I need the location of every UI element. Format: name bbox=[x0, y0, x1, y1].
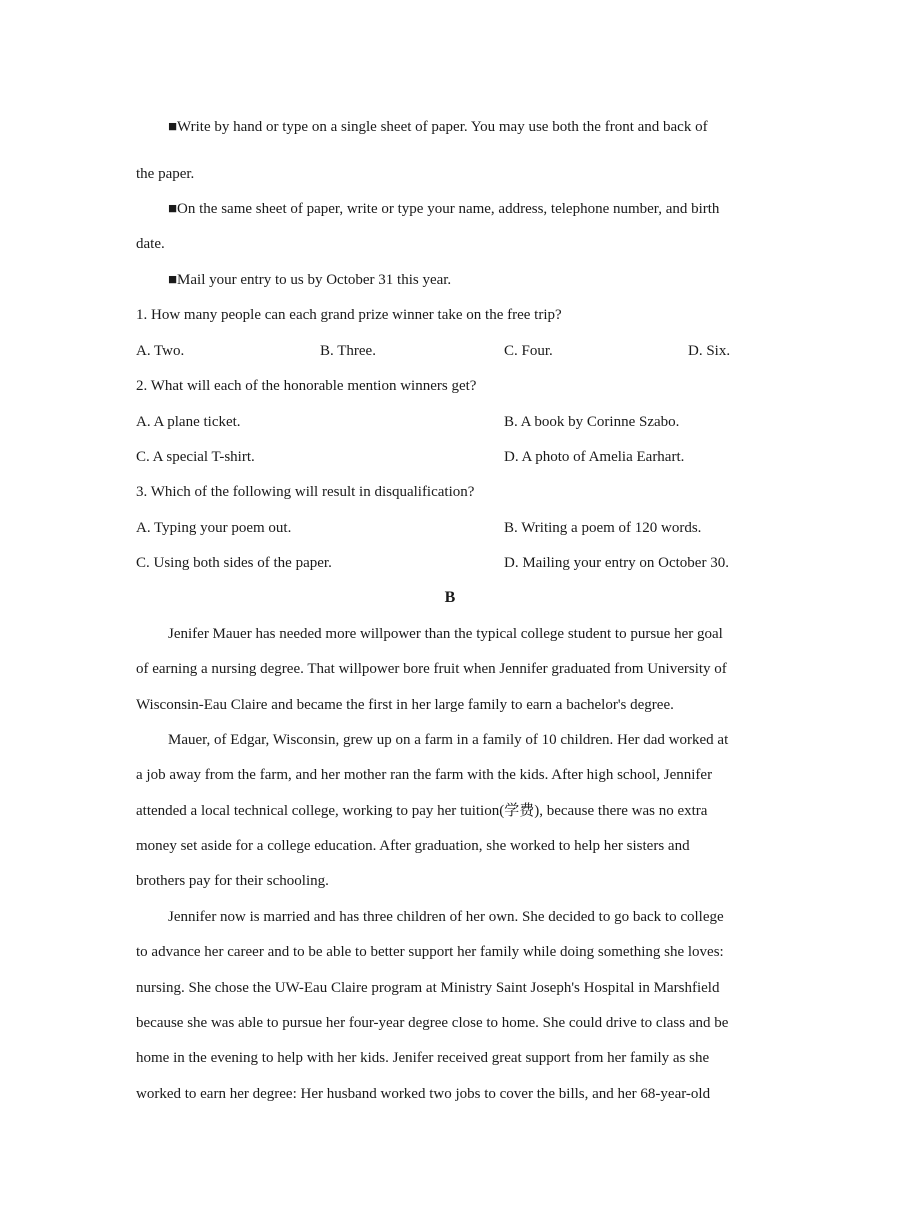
answer-option: C. A special T-shirt. bbox=[136, 449, 255, 465]
passage-line: Wisconsin-Eau Claire and became the first in her large family to earn a bachelor's degree. bbox=[136, 697, 674, 713]
rule-line: ■Mail your entry to us by October 31 this year. bbox=[168, 272, 452, 288]
passage-line: a job away from the farm, and her mother ran the farm with the kids. After high school, Jennifer bbox=[136, 767, 713, 783]
passage-line: nursing. She chose the UW-Eau Claire program at Ministry Saint Joseph's Hospital in Marshfield bbox=[136, 980, 720, 996]
answer-option: C. Using both sides of the paper. bbox=[136, 555, 332, 571]
question-stem: 2. What will each of the honorable mention winners get? bbox=[136, 378, 477, 394]
answer-option: B. Three. bbox=[320, 343, 376, 359]
passage-line: worked to earn her degree: Her husband worked two jobs to cover the bills, and her 68-year-old bbox=[136, 1086, 711, 1102]
answer-option: D. Mailing your entry on October 30. bbox=[504, 555, 729, 571]
passage-line: Jennifer now is married and has three children of her own. She decided to go back to college bbox=[168, 909, 724, 925]
answer-option: B. Writing a poem of 120 words. bbox=[504, 520, 702, 536]
passage-line: Mauer, of Edgar, Wisconsin, grew up on a farm in a family of 10 children. Her dad worked at bbox=[168, 732, 729, 748]
passage-line: because she was able to pursue her four-year degree close to home. She could drive to class and be bbox=[136, 1015, 729, 1031]
rule-line: ■Write by hand or type on a single sheet of paper. You may use both the front and back of bbox=[168, 119, 708, 135]
answer-option: D. Six. bbox=[688, 343, 731, 359]
question-stem: 1. How many people can each grand prize winner take on the free trip? bbox=[136, 307, 562, 323]
section-heading: B bbox=[444, 589, 456, 606]
answer-option: C. Four. bbox=[504, 343, 553, 359]
passage-line: money set aside for a college education. After graduation, she worked to help her sisters and bbox=[136, 838, 690, 854]
passage-line: of earning a nursing degree. That willpower bore fruit when Jennifer graduated from University of bbox=[136, 661, 727, 677]
answer-option: B. A book by Corinne Szabo. bbox=[504, 414, 680, 430]
passage-line: Jenifer Mauer has needed more willpower than the typical college student to pursue her goal bbox=[168, 626, 723, 642]
answer-option: A. Typing your poem out. bbox=[136, 520, 292, 536]
answer-option: A. A plane ticket. bbox=[136, 414, 241, 430]
answer-option: D. A photo of Amelia Earhart. bbox=[504, 449, 685, 465]
rule-line: ■On the same sheet of paper, write or type your name, address, telephone number, and birth bbox=[168, 201, 720, 217]
passage-line: attended a local technical college, working to pay her tuition(学费), because there was no extra bbox=[136, 803, 708, 819]
rule-line: date. bbox=[136, 236, 165, 252]
rule-line: the paper. bbox=[136, 166, 195, 182]
passage-line: to advance her career and to be able to better support her family while doing something she loves: bbox=[136, 944, 724, 960]
answer-option: A. Two. bbox=[136, 343, 185, 359]
passage-line: home in the evening to help with her kids. Jenifer received great support from her family as she bbox=[136, 1050, 710, 1066]
passage-line: brothers pay for their schooling. bbox=[136, 873, 329, 889]
question-stem: 3. Which of the following will result in disqualification? bbox=[136, 484, 475, 500]
